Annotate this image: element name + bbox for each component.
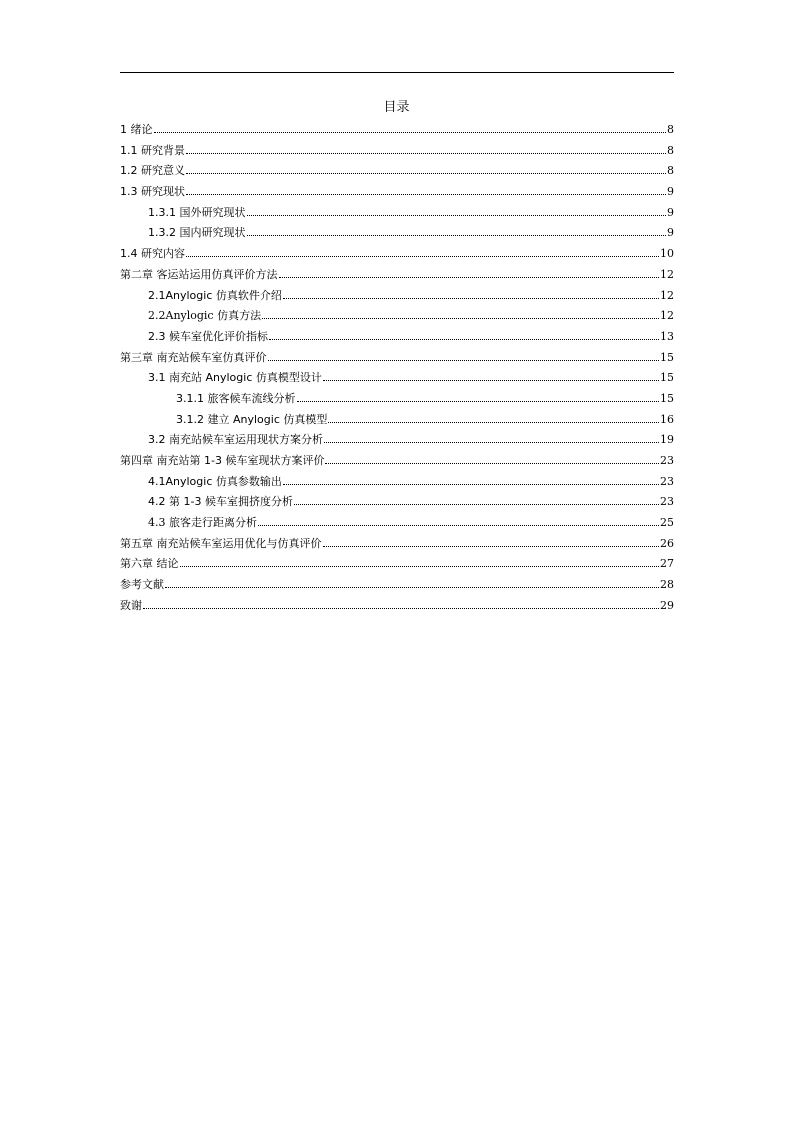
toc-entry-label: 1.3.1 国外研究现状 <box>148 205 246 219</box>
toc-leader-dots <box>258 524 659 526</box>
toc-entry-label: 3.1.1 旅客候车流线分析 <box>176 391 296 405</box>
toc-leader-dots <box>186 152 666 154</box>
toc-entry[interactable] <box>120 389 674 410</box>
toc-entry-label: 第三章 南充站候车室仿真评价 <box>120 350 267 364</box>
toc-leader-dots <box>279 276 660 278</box>
toc-entry-label: 第六章 结论 <box>120 557 179 571</box>
toc-entry-label: 1.3.2 国内研究现状 <box>148 226 246 240</box>
toc-leader-dots <box>328 421 659 423</box>
toc-entry[interactable] <box>120 430 674 451</box>
toc-entry[interactable] <box>120 244 674 265</box>
toc-entry-page: 19 <box>660 433 674 447</box>
toc-entry-label: 2.3 候车室优化评价指标 <box>148 329 268 343</box>
toc-entry-page: 8 <box>667 164 674 178</box>
toc-entry[interactable] <box>120 182 674 203</box>
toc-leader-dots <box>323 379 659 381</box>
toc-entry-label: 第五章 南充站候车室运用优化与仿真评价 <box>120 536 322 550</box>
toc-entry-label: 1.3 研究现状 <box>120 185 185 199</box>
toc-entry-page: 23 <box>660 495 674 509</box>
toc-entry[interactable] <box>120 120 674 141</box>
toc-entry-label: 1.4 研究内容 <box>120 247 185 261</box>
toc-entry-label: 1 绪论 <box>120 123 153 136</box>
toc-entry-label: 2.1Anylogic 仿真软件介绍 <box>148 288 282 302</box>
toc-leader-dots <box>247 214 667 216</box>
toc-entry[interactable] <box>120 203 674 224</box>
toc-entry-page: 25 <box>660 516 674 530</box>
toc-entry-page: 28 <box>660 578 674 592</box>
toc-entry-page: 10 <box>660 247 674 261</box>
toc-entry-label: 1.1 研究背景 <box>120 143 185 157</box>
toc-leader-dots <box>247 234 667 236</box>
toc-leader-dots <box>143 607 659 609</box>
toc-entry-label: 4.3 旅客走行距离分析 <box>148 516 257 530</box>
toc-entry[interactable] <box>120 575 674 596</box>
toc-entry-label: 1.2 研究意义 <box>120 164 185 178</box>
toc-leader-dots <box>268 359 660 361</box>
toc-entry-page: 9 <box>667 185 674 199</box>
toc-entry-page: 23 <box>660 454 674 467</box>
toc-leader-dots <box>165 586 659 588</box>
toc-entry-page: 15 <box>660 391 674 405</box>
toc-leader-dots <box>283 483 659 485</box>
toc-leader-dots <box>323 545 660 547</box>
toc-entry-label: 第二章 客运站运用仿真评价方法 <box>120 267 278 281</box>
toc-entry-label: 第四章 南充站第 1-3 候车室现状方案评价 <box>120 454 325 467</box>
toc-entry-page: 13 <box>660 329 674 343</box>
toc-entry[interactable] <box>120 451 674 472</box>
toc-entry-page: 27 <box>660 557 674 571</box>
toc-leader-dots <box>324 441 659 443</box>
toc-entry-page: 12 <box>660 267 674 281</box>
toc-entry-page: 12 <box>660 309 674 323</box>
toc-entry[interactable] <box>120 286 674 307</box>
toc-leader-dots <box>180 565 660 567</box>
toc-entry[interactable] <box>120 554 674 575</box>
toc-entry-label: 3.1 南充站 Anylogic 仿真模型设计 <box>148 371 322 385</box>
toc-entry-page: 23 <box>660 474 674 488</box>
toc-entry[interactable] <box>120 472 674 493</box>
toc-entry-label: 致谢 <box>120 598 142 612</box>
toc-entry-page: 29 <box>660 598 674 612</box>
toc-leader-dots <box>186 255 659 257</box>
toc-leader-dots <box>294 503 659 505</box>
toc-entry-page: 26 <box>660 536 674 550</box>
toc-entry-page: 8 <box>667 143 674 157</box>
toc-entry-label: 2.2Anylogic 仿真方法 <box>148 309 262 323</box>
toc-entry[interactable] <box>120 513 674 534</box>
toc-entry-page: 9 <box>667 226 674 240</box>
toc-leader-dots <box>283 297 659 299</box>
header-rule <box>120 72 674 73</box>
toc-entry-page: 12 <box>660 288 674 302</box>
toc-entry-page: 9 <box>667 205 674 219</box>
toc-entry-label: 参考文献 <box>120 578 164 592</box>
toc-entry-label: 3.2 南充站候车室运用现状方案分析 <box>148 433 323 447</box>
table-of-contents <box>120 120 674 617</box>
toc-entry[interactable] <box>120 492 674 513</box>
toc-entry[interactable] <box>120 327 674 348</box>
toc-entry[interactable] <box>120 141 674 162</box>
toc-entry[interactable] <box>120 410 674 431</box>
toc-entry-page: 16 <box>660 412 674 426</box>
toc-entry[interactable] <box>120 161 674 182</box>
toc-entry-page: 8 <box>667 123 674 136</box>
toc-entry[interactable] <box>120 306 674 327</box>
toc-entry-page: 15 <box>660 350 674 364</box>
toc-entry[interactable] <box>120 265 674 286</box>
toc-leader-dots <box>186 172 666 174</box>
toc-entry[interactable] <box>120 534 674 555</box>
toc-leader-dots <box>186 193 666 195</box>
toc-entry[interactable] <box>120 348 674 369</box>
toc-leader-dots <box>154 131 667 133</box>
toc-entry-label: 4.1Anylogic 仿真参数输出 <box>148 474 282 488</box>
toc-entry[interactable] <box>120 368 674 389</box>
toc-entry-label: 4.2 第 1-3 候车室拥挤度分析 <box>148 495 293 509</box>
toc-entry-label: 3.1.2 建立 Anylogic 仿真模型 <box>176 412 328 426</box>
toc-entry[interactable] <box>120 223 674 244</box>
toc-leader-dots <box>297 400 660 402</box>
toc-entry[interactable] <box>120 596 674 617</box>
toc-entry-page: 15 <box>660 371 674 385</box>
toc-leader-dots <box>325 462 659 464</box>
toc-title: 目录 <box>383 100 410 115</box>
toc-leader-dots <box>269 338 659 340</box>
toc-leader-dots <box>262 317 659 319</box>
